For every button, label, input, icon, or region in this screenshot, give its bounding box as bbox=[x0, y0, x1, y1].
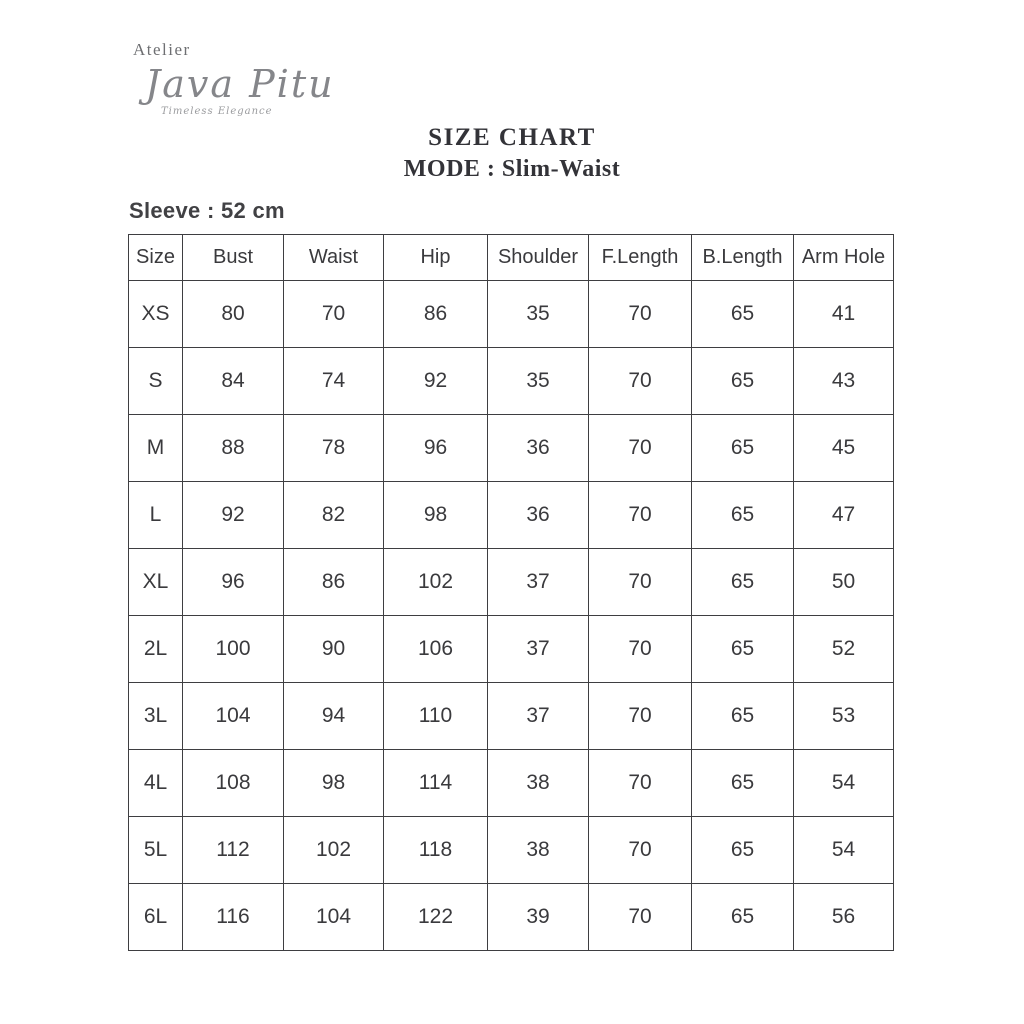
size-label-cell: L bbox=[129, 482, 183, 549]
measurement-cell: 122 bbox=[384, 884, 488, 951]
table-row bbox=[129, 348, 894, 415]
column-header: Bust bbox=[183, 235, 284, 281]
table-row bbox=[129, 549, 894, 616]
sleeve-note: Sleeve : 52 cm bbox=[129, 198, 285, 223]
title-block bbox=[0, 124, 1024, 183]
measurement-cell: 70 bbox=[589, 549, 692, 616]
size-label-cell: M bbox=[129, 415, 183, 482]
measurement-cell: 90 bbox=[284, 616, 384, 683]
size-label-cell: XS bbox=[129, 281, 183, 348]
size-label-cell: 3L bbox=[129, 683, 183, 750]
measurement-cell: 53 bbox=[794, 683, 894, 750]
brand-logo bbox=[133, 40, 335, 117]
table-body bbox=[129, 281, 894, 951]
brand-name: Java Pitu bbox=[145, 62, 335, 106]
measurement-cell: 39 bbox=[488, 884, 589, 951]
measurement-cell: 37 bbox=[488, 616, 589, 683]
column-header: Hip bbox=[384, 235, 488, 281]
column-header: Arm Hole bbox=[794, 235, 894, 281]
measurement-cell: 35 bbox=[488, 281, 589, 348]
table-row bbox=[129, 482, 894, 549]
measurement-cell: 54 bbox=[794, 817, 894, 884]
table-row bbox=[129, 415, 894, 482]
measurement-cell: 100 bbox=[183, 616, 284, 683]
measurement-cell: 102 bbox=[284, 817, 384, 884]
size-label-cell: XL bbox=[129, 549, 183, 616]
table-row bbox=[129, 281, 894, 348]
measurement-cell: 65 bbox=[692, 884, 794, 951]
measurement-cell: 70 bbox=[589, 348, 692, 415]
page-subtitle: MODE : Slim-Waist bbox=[403, 156, 621, 182]
measurement-cell: 54 bbox=[794, 750, 894, 817]
measurement-cell: 116 bbox=[183, 884, 284, 951]
measurement-cell: 112 bbox=[183, 817, 284, 884]
column-header: F.Length bbox=[589, 235, 692, 281]
measurement-cell: 118 bbox=[384, 817, 488, 884]
measurement-cell: 104 bbox=[183, 683, 284, 750]
measurement-cell: 70 bbox=[589, 750, 692, 817]
measurement-cell: 38 bbox=[488, 817, 589, 884]
measurement-cell: 70 bbox=[589, 884, 692, 951]
measurement-cell: 65 bbox=[692, 817, 794, 884]
brand-atelier-label: Atelier bbox=[133, 40, 191, 59]
measurement-cell: 70 bbox=[589, 415, 692, 482]
measurement-cell: 35 bbox=[488, 348, 589, 415]
measurement-cell: 88 bbox=[183, 415, 284, 482]
table-row bbox=[129, 616, 894, 683]
measurement-cell: 65 bbox=[692, 750, 794, 817]
measurement-cell: 80 bbox=[183, 281, 284, 348]
measurement-cell: 36 bbox=[488, 415, 589, 482]
measurement-cell: 65 bbox=[692, 348, 794, 415]
measurement-cell: 65 bbox=[692, 616, 794, 683]
column-header: Shoulder bbox=[488, 235, 589, 281]
measurement-cell: 108 bbox=[183, 750, 284, 817]
measurement-cell: 65 bbox=[692, 482, 794, 549]
measurement-cell: 37 bbox=[488, 683, 589, 750]
table-row bbox=[129, 817, 894, 884]
measurement-cell: 38 bbox=[488, 750, 589, 817]
measurement-cell: 70 bbox=[589, 817, 692, 884]
measurement-cell: 86 bbox=[284, 549, 384, 616]
size-label-cell: 2L bbox=[129, 616, 183, 683]
measurement-cell: 70 bbox=[589, 616, 692, 683]
column-header: Size bbox=[129, 235, 183, 281]
measurement-cell: 98 bbox=[384, 482, 488, 549]
measurement-cell: 52 bbox=[794, 616, 894, 683]
measurement-cell: 96 bbox=[384, 415, 488, 482]
measurement-cell: 70 bbox=[284, 281, 384, 348]
table-row bbox=[129, 683, 894, 750]
table-header-row bbox=[129, 235, 894, 281]
size-chart-table bbox=[128, 234, 894, 951]
size-label-cell: 4L bbox=[129, 750, 183, 817]
table-row bbox=[129, 884, 894, 951]
table-row bbox=[129, 750, 894, 817]
measurement-cell: 106 bbox=[384, 616, 488, 683]
measurement-cell: 70 bbox=[589, 482, 692, 549]
column-header: B.Length bbox=[692, 235, 794, 281]
measurement-cell: 47 bbox=[794, 482, 894, 549]
measurement-cell: 78 bbox=[284, 415, 384, 482]
measurement-cell: 102 bbox=[384, 549, 488, 616]
measurement-cell: 92 bbox=[384, 348, 488, 415]
measurement-cell: 94 bbox=[284, 683, 384, 750]
measurement-cell: 65 bbox=[692, 415, 794, 482]
measurement-cell: 84 bbox=[183, 348, 284, 415]
measurement-cell: 92 bbox=[183, 482, 284, 549]
measurement-cell: 82 bbox=[284, 482, 384, 549]
measurement-cell: 86 bbox=[384, 281, 488, 348]
size-label-cell: 5L bbox=[129, 817, 183, 884]
measurement-cell: 43 bbox=[794, 348, 894, 415]
table-header-row bbox=[129, 235, 894, 281]
measurement-cell: 104 bbox=[284, 884, 384, 951]
measurement-cell: 110 bbox=[384, 683, 488, 750]
column-header: Waist bbox=[284, 235, 384, 281]
brand-tagline: Timeless Elegance bbox=[161, 106, 273, 117]
size-label-cell: S bbox=[129, 348, 183, 415]
measurement-cell: 65 bbox=[692, 281, 794, 348]
measurement-cell: 45 bbox=[794, 415, 894, 482]
measurement-cell: 98 bbox=[284, 750, 384, 817]
measurement-cell: 65 bbox=[692, 549, 794, 616]
measurement-cell: 56 bbox=[794, 884, 894, 951]
measurement-cell: 74 bbox=[284, 348, 384, 415]
measurement-cell: 70 bbox=[589, 683, 692, 750]
measurement-cell: 65 bbox=[692, 683, 794, 750]
measurement-cell: 50 bbox=[794, 549, 894, 616]
measurement-cell: 37 bbox=[488, 549, 589, 616]
measurement-cell: 36 bbox=[488, 482, 589, 549]
measurement-cell: 70 bbox=[589, 281, 692, 348]
measurement-cell: 96 bbox=[183, 549, 284, 616]
size-label-cell: 6L bbox=[129, 884, 183, 951]
measurement-cell: 41 bbox=[794, 281, 894, 348]
page-title: SIZE CHART bbox=[428, 124, 596, 151]
measurement-cell: 114 bbox=[384, 750, 488, 817]
